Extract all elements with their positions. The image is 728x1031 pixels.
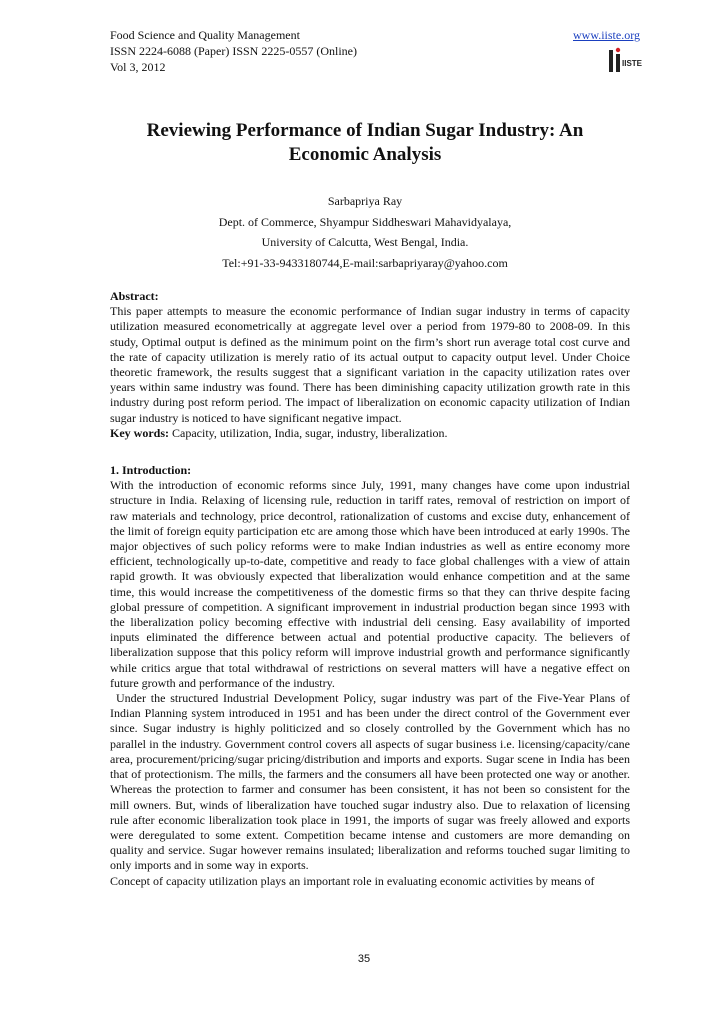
- issn-line: ISSN 2224-6088 (Paper) ISSN 2225-0557 (Online): [110, 44, 357, 58]
- keywords-line: [110, 426, 630, 441]
- author-name: Sarbapriya Ray: [327, 194, 403, 208]
- page-number: 35: [357, 953, 371, 965]
- author-contact: Tel:+91-33-9433180744,E-mail:sarbapriyaray@yahoo.com: [222, 255, 508, 270]
- iiste-logo: [607, 46, 643, 76]
- author-university: University of Calcutta, West Bengal, India.: [261, 235, 469, 249]
- abstract-heading: Abstract:: [110, 289, 159, 303]
- abstract-text: This paper attempts to measure the economic performance of Indian sugar industry in terms of capacity utilization measured econometrically at aggregate level over a period from 1979-80 to 2008-09. In this study, Optimal output is defined as the minimum point on the firm’s short run average total cost curve and the rate of capacity utilization is merely ratio of its actual output to capacity output level. Under Choice theoretic framework, the results suggest that a significant variation in the capacity utilization rates over years within same industry was found. There has been diminishing capacity utilization growth rate in this industry during post reform period. The impact of liberalization on economic capacity utilization of Indian sugar industry is noticed to have significant negative impact.: [110, 304, 630, 425]
- paper-title: Reviewing Performance of Indian Sugar Industry: An Economic Analysis: [146, 120, 584, 165]
- logo-dot: [616, 48, 620, 52]
- paper-body: [110, 289, 630, 889]
- author-block: [110, 191, 620, 273]
- intro-paragraph-1: With the introduction of economic reforms since July, 1991, many changes have come upon industrial structure in India. Relaxing of licensing rule, reduction in tariff rates, removal of restriction on import of raw materials and technology, price decontrol, rationalization of customs and excise duty, enhancement of the limit of foreign equity participation etc are among those which have been introduced at early 1990s. The major objectives of such policy reforms were to make Indian industries as well as entire economy more efficient, technologically up-to-date, competitive and ready to face global challenges with a view of attain rapid growth. It was obviously expected that liberalization would enhance competition and at the same time, this would increase the competitiveness of the domestic firms so that they can thrive despite facing global pressure of competition. A significant improvement in industrial production began since 1993 with the liberalization policy becoming effective with industrial deli censing. Easy availability of imported inputs eliminated the difference between actual and potential productive capacity. The believers of liberalization suppose that this policy reform will improve industrial growth and performance significantly while critics argue that total withdrawal of restrictions on several matters will have a negative effect on future growth and performance of the industry.: [110, 478, 630, 690]
- keywords-label: Key words:: [110, 425, 169, 440]
- intro-paragraph-3: Concept of capacity utilization plays an important role in evaluating economic activities by means of: [110, 873, 595, 888]
- journal-url-link[interactable]: www.iiste.org: [573, 28, 640, 42]
- logo-bar-1: [609, 50, 613, 72]
- page-header: [110, 27, 640, 75]
- keywords-text: Capacity, utilization, India, sugar, industry, liberalization.: [169, 425, 448, 440]
- author-dept: Dept. of Commerce, Shyampur Siddheswari Mahavidyalaya,: [218, 214, 512, 229]
- logo-bar-2: [616, 54, 620, 72]
- logo-text: IISTE: [622, 59, 643, 68]
- intro-paragraph-2: Under the structured Industrial Development Policy, sugar industry was part of the Five-Year Plans of Indian Planning system introduced in 1951 and has been under the direct control of the Government ever since. Sugar industry is highly politicized and so closely controlled by the Government which has no parallel in the industry. Government control covers all aspects of sugar business i.e. licensing/capacity/cane area, procurement/pricing/sugar pricing/distribution and imports and exports. Sugar scene in India has been that of protectionism. The mills, the farmers and the consumers all have been protected one way or another. Whereas the protection to farmer and consumer has been consistent, it has not been so consistent for the mill owners. But, winds of liberalization have touched sugar industry also. Due to relaxation of licensing rule after economic liberalization took place in 1991, the imports of sugar was freely allowed and exports were deregulated to some extent. Competition became intense and customers are more demanding on quality and service. Sugar however remains insulated; liberalization and reforms touched sugar limiting to only imports and in some way in exports.: [110, 691, 630, 873]
- journal-name: Food Science and Quality Management: [110, 28, 300, 42]
- intro-heading: 1. Introduction:: [110, 463, 192, 478]
- volume-line: Vol 3, 2012: [110, 60, 166, 74]
